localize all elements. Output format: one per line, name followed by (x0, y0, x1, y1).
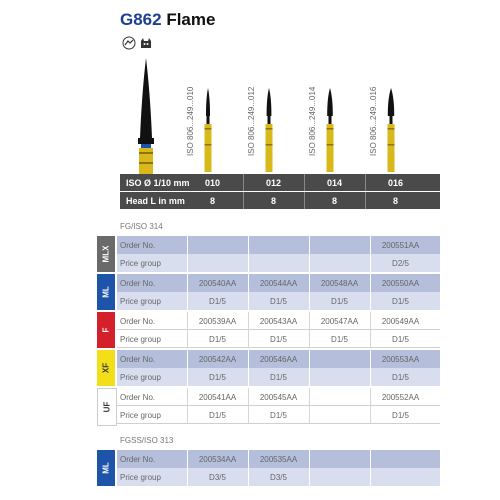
section-label-fg: FG/ISO 314 (120, 222, 163, 231)
divider (309, 406, 310, 424)
order-number-cell: 200540AA (198, 279, 237, 288)
group-tag: MLX (101, 245, 111, 263)
price-group-label: Price group (120, 335, 161, 344)
price-group-label: Price group (120, 259, 161, 268)
order-number-cell: 200541AA (198, 393, 237, 402)
order-number-cell: 200539AA (198, 317, 237, 326)
diameter-014: 014 (326, 178, 343, 188)
price-group-cell: D1/5 (270, 373, 287, 382)
price-group-label: Price group (120, 297, 161, 306)
divider (365, 174, 366, 191)
divider (309, 450, 310, 468)
section-label-fgss: FGSS/ISO 313 (120, 436, 174, 445)
product-title (120, 10, 215, 30)
divider (248, 254, 249, 272)
divider (243, 174, 244, 191)
price-group-cell: D1/5 (209, 297, 226, 306)
order-number-cell: 200534AA (198, 455, 237, 464)
price-group-cell: D1/5 (270, 297, 287, 306)
order-row (117, 236, 440, 254)
bur-illustration (384, 88, 398, 172)
group-tab-f (97, 312, 115, 348)
divider (304, 174, 305, 191)
price-row (117, 254, 440, 272)
order-row (117, 350, 440, 368)
order-number-cell: 200546AA (259, 355, 298, 364)
divider (248, 236, 249, 254)
order-number-cell: 200548AA (320, 279, 359, 288)
divider (370, 468, 371, 486)
order-no-label: Order No. (120, 455, 156, 464)
diameter-012: 012 (265, 178, 282, 188)
price-group-cell: D1/5 (270, 411, 287, 420)
diameter-row (120, 174, 440, 191)
divider (309, 350, 310, 368)
price-row (117, 292, 440, 310)
divider (304, 192, 305, 209)
divider (370, 450, 371, 468)
price-group-cell: D1/5 (331, 335, 348, 344)
divider (187, 254, 188, 272)
dog-tooth-icon (139, 36, 153, 50)
group-tag: ML (101, 286, 111, 298)
head-length-016: 8 (392, 196, 398, 206)
divider (309, 468, 310, 486)
price-group-cell: D1/5 (392, 373, 409, 382)
price-group-cell: D3/5 (209, 473, 226, 482)
order-number-cell: 200544AA (259, 279, 298, 288)
price-row (117, 368, 440, 386)
diameter-016: 016 (387, 178, 404, 188)
bur-illustration (201, 88, 215, 172)
order-number-cell: 200550AA (381, 279, 420, 288)
divider (309, 236, 310, 254)
iso-code-label: ISO 806...249...016 (369, 86, 378, 156)
iso-code-label: ISO 806...249...010 (186, 86, 195, 156)
divider (309, 254, 310, 272)
group-tag: ML (101, 462, 111, 474)
price-row (117, 468, 440, 486)
order-number-cell: 200553AA (381, 355, 420, 364)
order-no-label: Order No. (120, 355, 156, 364)
order-number-cell: 200543AA (259, 317, 298, 326)
divider (243, 192, 244, 209)
price-group-cell: D1/5 (392, 335, 409, 344)
group-tag: XF (101, 362, 111, 374)
group-tab-uf (97, 388, 117, 426)
diameter-label: ISO Ø 1/10 mm (126, 178, 190, 188)
group-tab-ml (97, 274, 115, 310)
group-tab-mlx (97, 236, 115, 272)
bur-illustration-large (132, 58, 160, 176)
iso-code-label: ISO 806...249...014 (308, 86, 317, 156)
bur-illustration (262, 88, 276, 172)
order-number-cell: 200542AA (198, 355, 237, 364)
price-row (117, 406, 440, 424)
iso-code-label: ISO 806...249...012 (247, 86, 256, 156)
price-group-cell: D1/5 (270, 335, 287, 344)
price-row (117, 330, 440, 348)
head-length-label: Head L in mm (126, 196, 185, 206)
product-name: Flame (166, 10, 216, 29)
price-group-cell: D1/5 (209, 373, 226, 382)
price-group-cell: D1/5 (392, 297, 409, 306)
price-group-cell: D1/5 (331, 297, 348, 306)
divider (309, 368, 310, 386)
group-tab-ml2 (97, 450, 115, 486)
bur-illustration (323, 88, 337, 172)
order-no-label: Order No. (120, 393, 156, 402)
product-code: G862 (120, 10, 162, 29)
order-no-label: Order No. (120, 241, 156, 250)
group-tag: UF (102, 401, 112, 413)
order-row (117, 450, 440, 468)
order-no-label: Order No. (120, 279, 156, 288)
order-row (117, 274, 440, 292)
order-number-cell: 200545AA (259, 393, 298, 402)
head-length-012: 8 (270, 196, 276, 206)
order-number-cell: 200547AA (320, 317, 359, 326)
order-number-cell: 200551AA (381, 241, 420, 250)
divider (309, 388, 310, 406)
diameter-010: 010 (204, 178, 221, 188)
order-number-cell: 200535AA (259, 455, 298, 464)
price-group-cell: D1/5 (209, 411, 226, 420)
group-tag: F (101, 327, 111, 333)
price-group-cell: D1/5 (209, 335, 226, 344)
divider (187, 236, 188, 254)
price-group-cell: D2/5 (392, 259, 409, 268)
price-group-label: Price group (120, 473, 161, 482)
order-no-label: Order No. (120, 317, 156, 326)
head-length-010: 8 (209, 196, 215, 206)
order-row (117, 312, 440, 330)
price-group-label: Price group (120, 411, 161, 420)
order-row (117, 388, 440, 406)
divider (365, 192, 366, 209)
group-tab-xf (97, 350, 115, 386)
price-group-cell: D1/5 (392, 411, 409, 420)
order-number-cell: 200549AA (381, 317, 420, 326)
order-number-cell: 200552AA (381, 393, 420, 402)
head-length-014: 8 (331, 196, 337, 206)
price-group-label: Price group (120, 373, 161, 382)
price-group-cell: D3/5 (270, 473, 287, 482)
head-length-row (120, 192, 440, 209)
hand-cutting-icon (122, 36, 136, 50)
